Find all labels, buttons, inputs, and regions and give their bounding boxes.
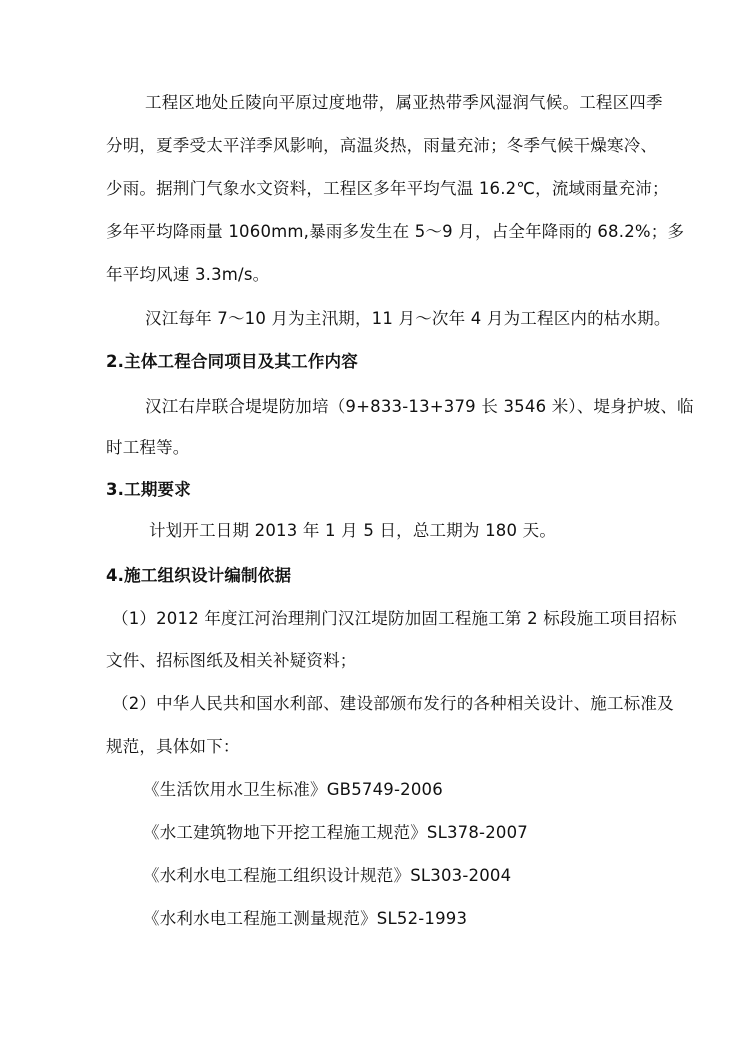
reference-standard-3: 《水利水电工程施工组织设计规范》SL303-2004 [143, 866, 512, 885]
section-4-heading: 4.施工组织设计编制依据 [106, 566, 292, 585]
reference-standard-4: 《水利水电工程施工测量规范》SL52-1993 [143, 909, 468, 928]
section-3-text: 计划开工日期 2013 年 1 月 5 日，总工期为 180 天。 [149, 521, 557, 540]
section-4-item-1-line-1: （1）2012 年度江河治理荆门汉江堤防加固工程施工第 2 标段施工项目招标 [112, 609, 677, 628]
section-4-item-2-line-1: （2）中华人民共和国水利部、建设部颁布发行的各种相关设计、施工标准及 [112, 694, 674, 713]
climate-paragraph-line-2: 分明，夏季受太平洋季风影响，高温炎热，雨量充沛；冬季气候干燥寒冷、 [106, 136, 658, 155]
climate-paragraph-line-4: 多年平均降雨量 1060mm,暴雨多发生在 5～9 月，占全年降雨的 68.2%；多 [106, 222, 685, 241]
section-2-text-line-1: 汉江右岸联合堤堤防加培（9+833-13+379 长 3546 米）、堤身护坡、临 [145, 397, 694, 416]
climate-paragraph-line-5: 年平均风速 3.3m/s。 [106, 265, 270, 284]
reference-standard-2: 《水工建筑物地下开挖工程施工规范》SL378-2007 [143, 823, 529, 842]
section-2-text-line-2: 时工程等。 [106, 438, 190, 457]
section-4-item-1-line-2: 文件、招标图纸及相关补疑资料； [106, 651, 357, 670]
reference-standard-1: 《生活饮用水卫生标准》GB5749-2006 [143, 780, 443, 799]
section-4-item-2-line-2: 规范，具体如下： [106, 737, 240, 756]
section-3-heading: 3.工期要求 [106, 480, 191, 499]
climate-paragraph-line-1: 工程区地处丘陵向平原过度地带，属亚热带季风湿润气候。工程区四季 [145, 93, 663, 112]
section-2-heading: 2.主体工程合同项目及其工作内容 [106, 352, 358, 371]
climate-paragraph-line-3: 少雨。据荆门气象水文资料，工程区多年平均气温 16.2℃，流域雨量充沛； [106, 179, 669, 198]
flood-season-paragraph: 汉江每年 7～10 月为主汛期，11 月～次年 4 月为工程区内的枯水期。 [145, 309, 671, 328]
